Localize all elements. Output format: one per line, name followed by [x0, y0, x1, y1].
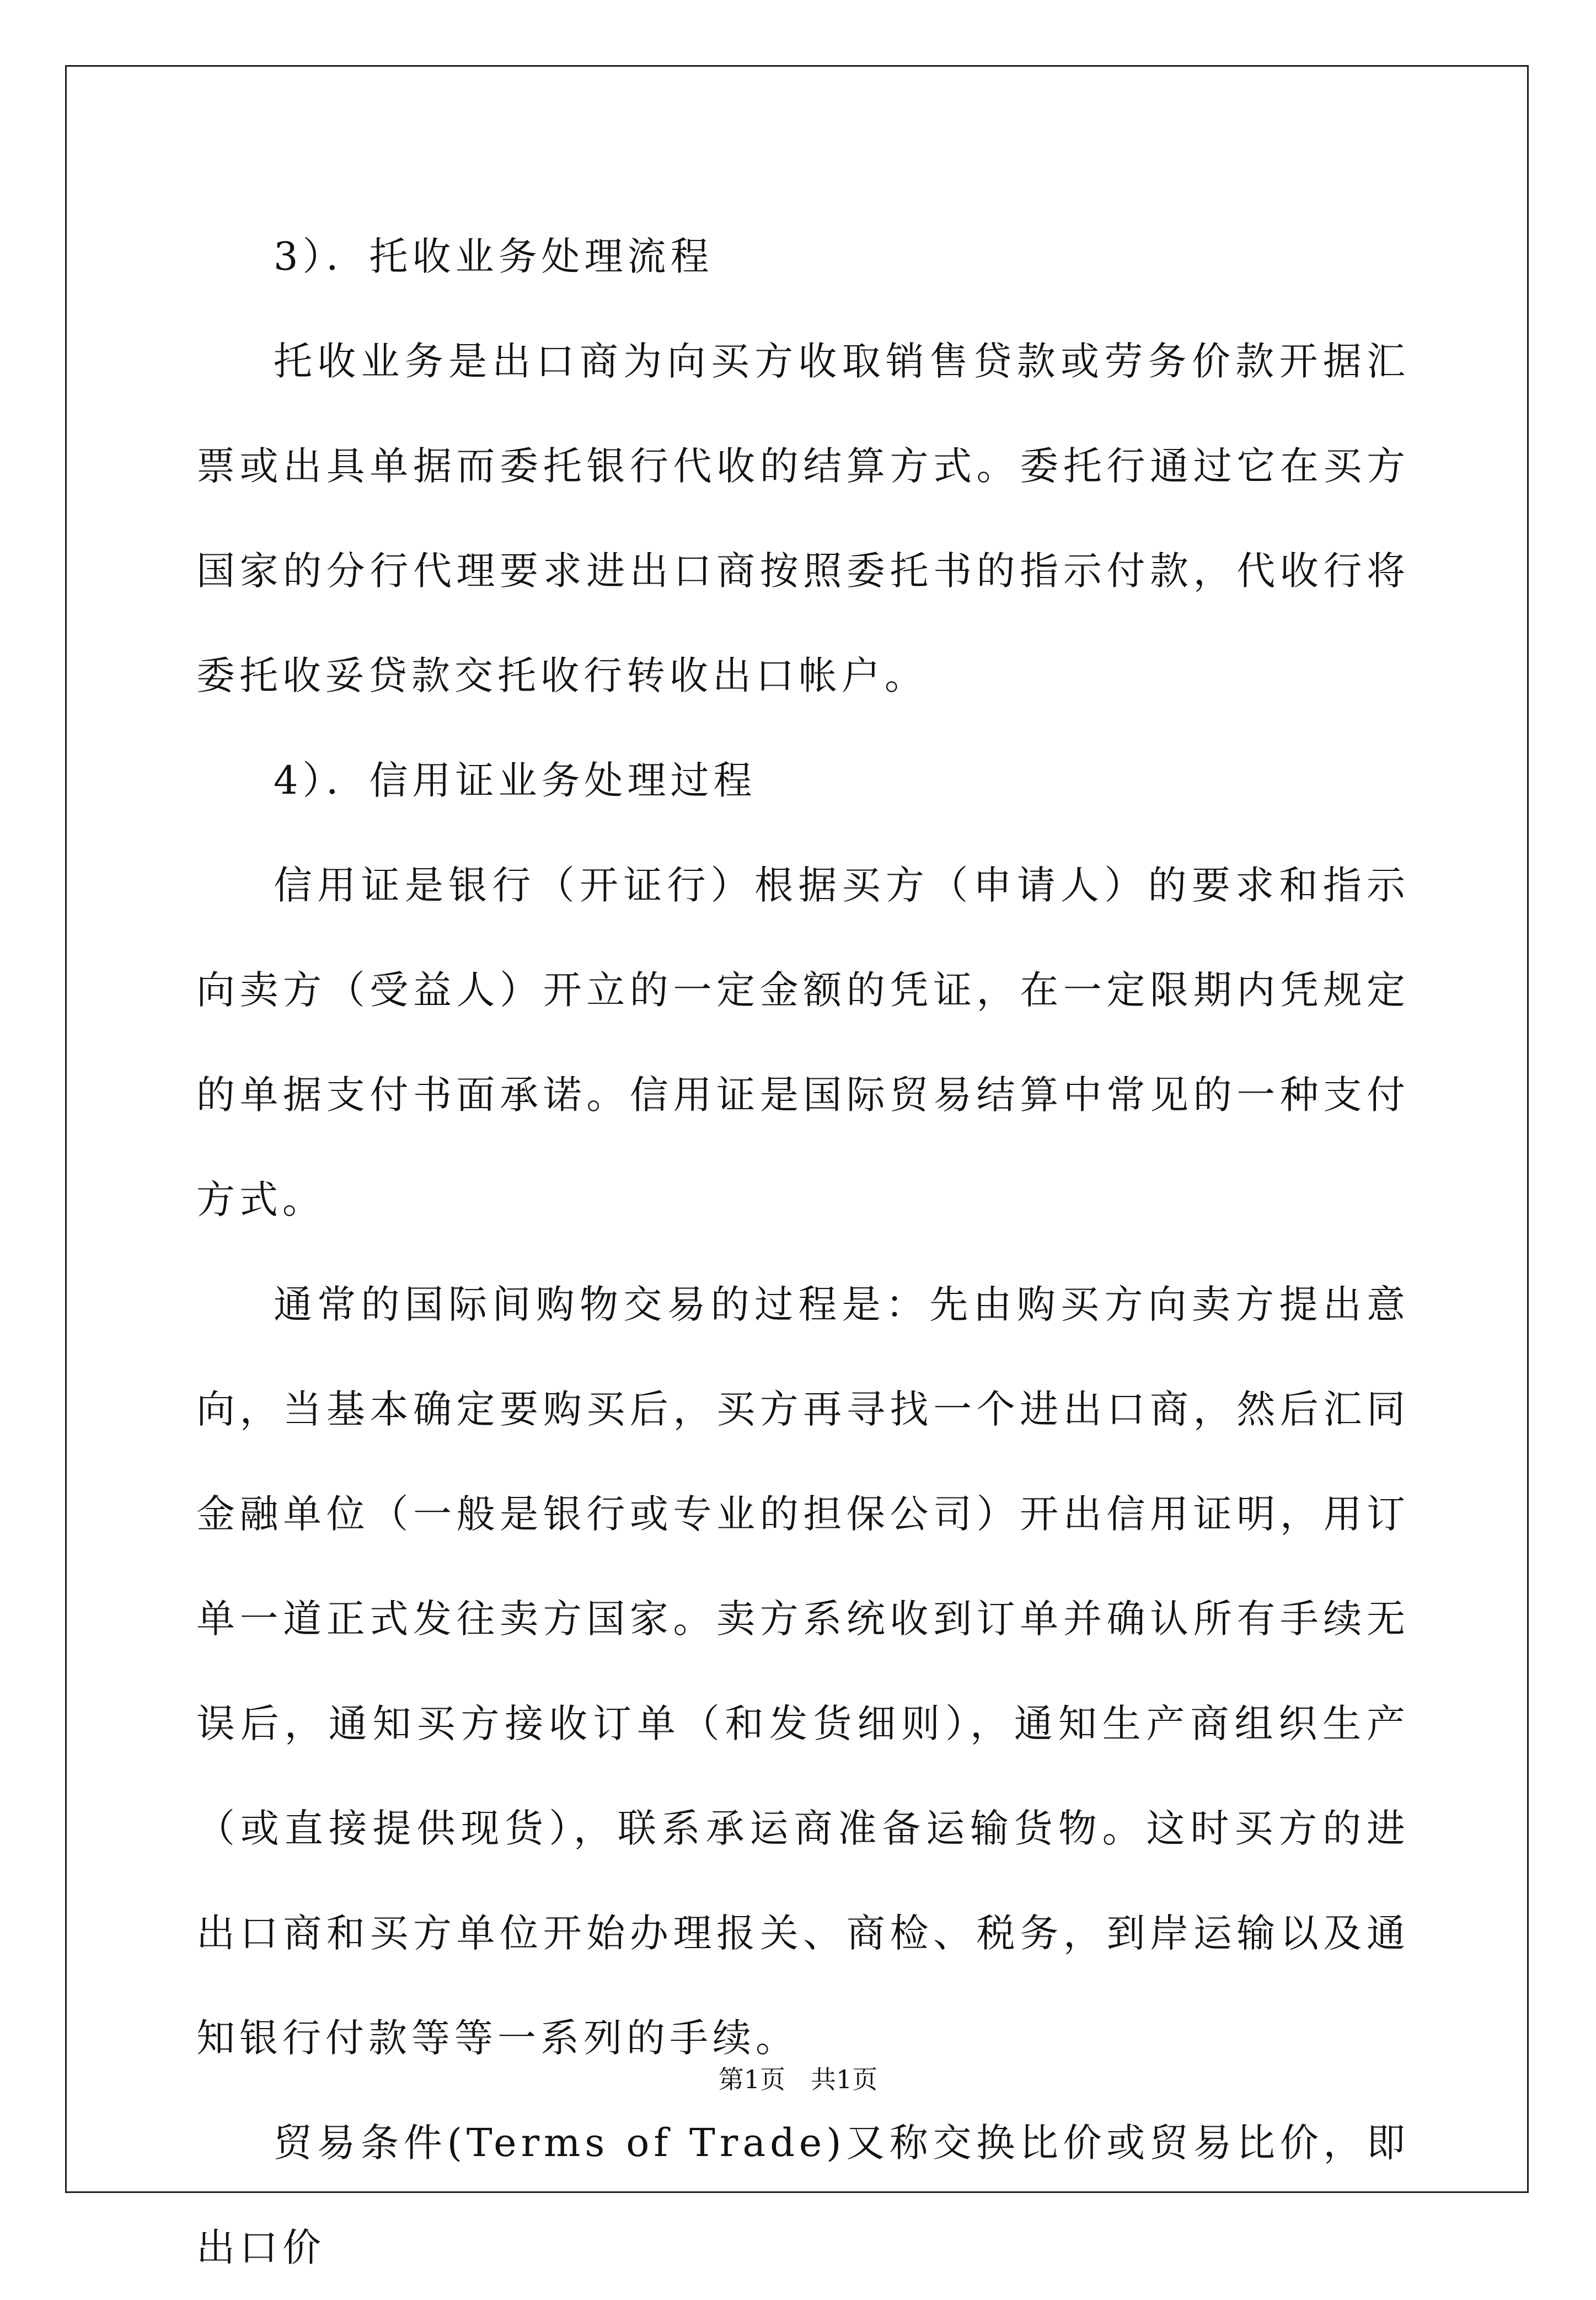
paragraph-terms-of-trade: 贸易条件(Terms of Trade)又称交换比价或贸易比价，即出口价: [196, 2120, 1410, 2270]
document-body: [196, 204, 1410, 2300]
paragraph-letter-of-credit-description: 信用证是银行（开证行）根据买方（申请人）的要求和指示向卖方（受益人）开立的一定金额的凭证，在一定限期内凭规定的单据支付书面承诺。信用证是国际贸易结算中常见的一种支付方式。: [196, 863, 1410, 1222]
paragraph-collection-description: 托收业务是出口商为向买方收取销售贷款或劳务价款开据汇票或出具单据而委托银行代收的结算方式。委托行通过它在买方国家的分行代理要求进出口商按照委托书的指示付款，代收行将委托收妥贷款交托收行转收出口帐户。: [196, 339, 1410, 698]
page-footer: 第1页 共1页: [718, 2064, 878, 2094]
heading-letter-of-credit-process: 4）．信用证业务处理过程: [274, 758, 757, 803]
paragraph-international-trade-process: 通常的国际间购物交易的过程是：先由购买方向卖方提出意向，当基本确定要购买后，买方再寻找一个进出口商，然后汇同金融单位（一般是银行或专业的担保公司）开出信用证明，用订单一道正式发往卖方国家。卖方系统收到订单并确认所有手续无误后，通知买方接收订单（和发货细则），通知生产商组织生产（或直接提供现货），联系承运商准备运输货物。这时买方的进出口商和买方单位开始办理报关、商检、税务，到岸运输以及通知银行付款等等一系列的手续。: [196, 1282, 1410, 2061]
heading-collection-process: 3）．托收业务处理流程: [274, 234, 714, 279]
